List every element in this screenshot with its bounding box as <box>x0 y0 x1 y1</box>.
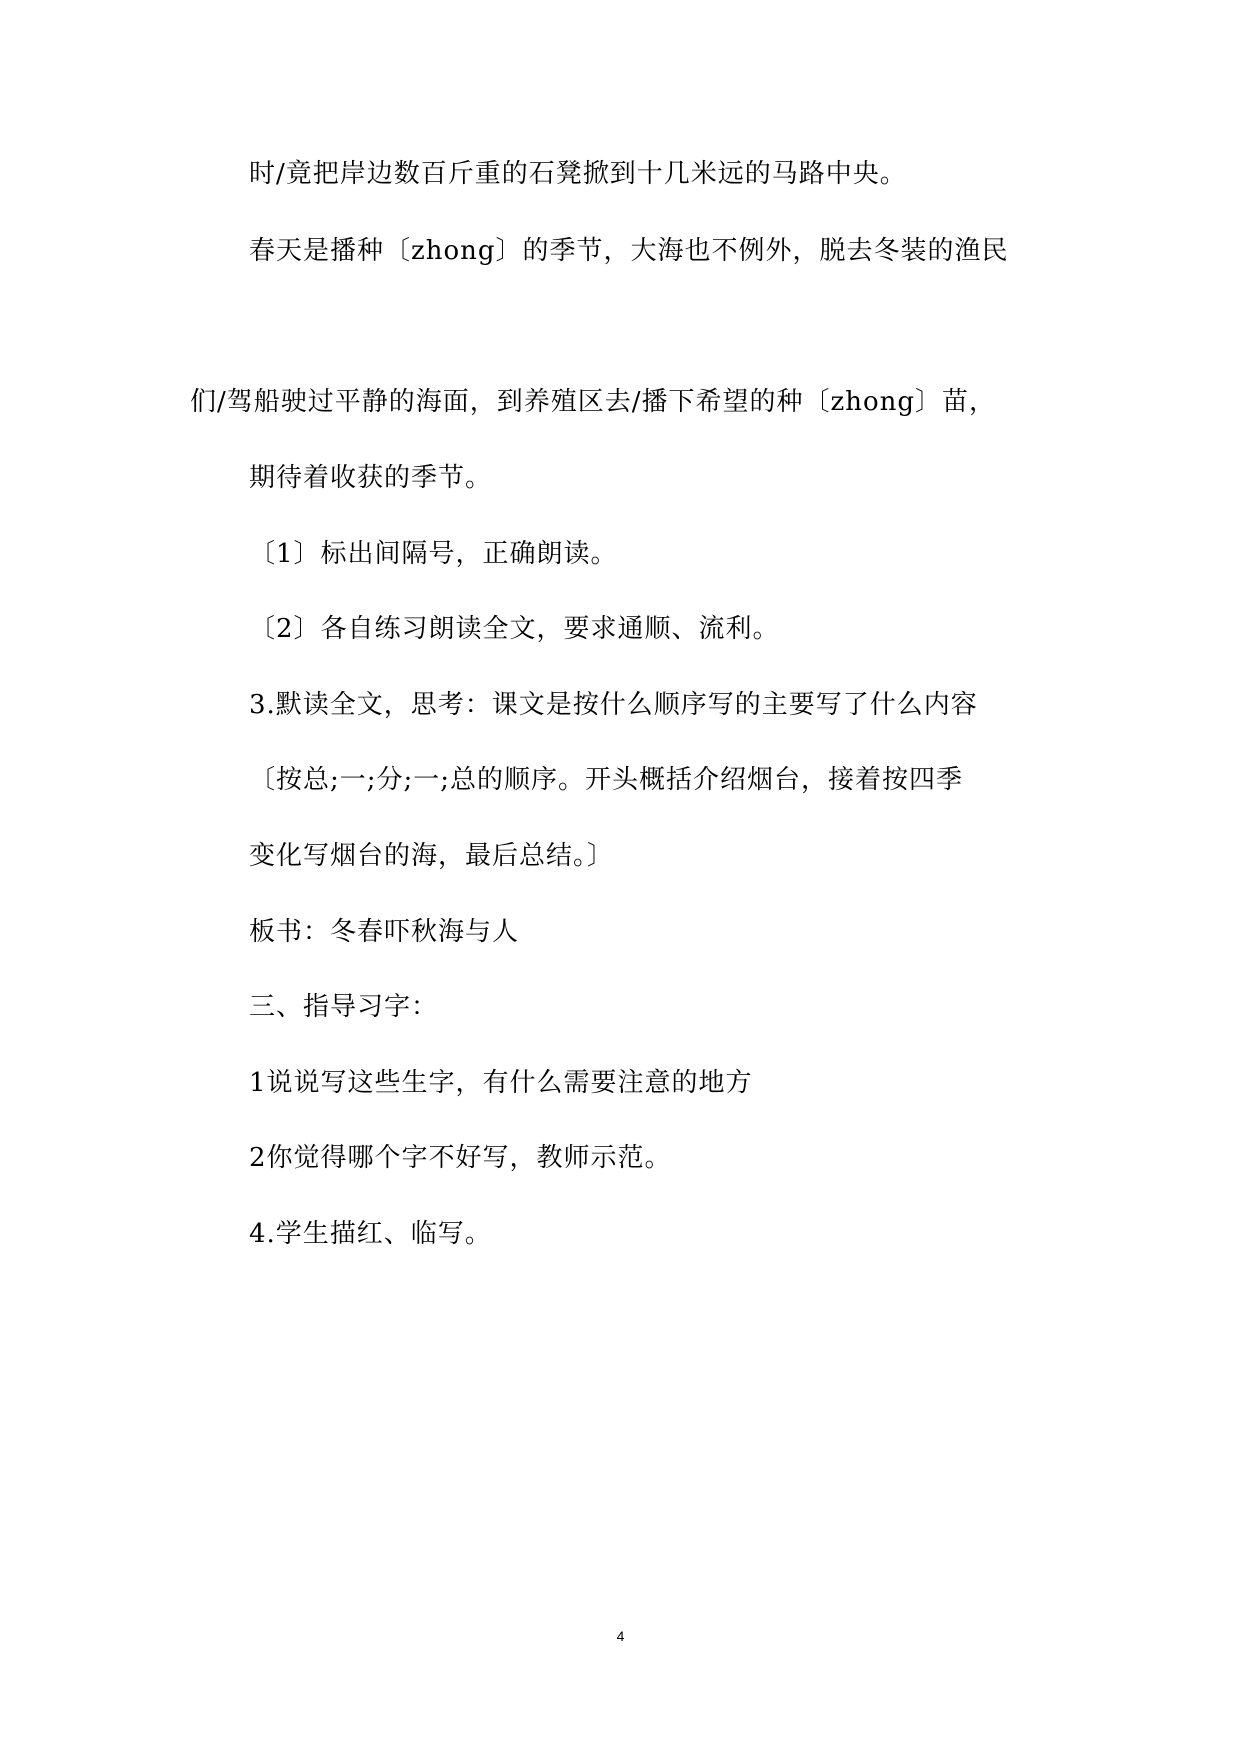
body-text-line: 变化写烟台的海，最后总结。〕 <box>249 841 615 871</box>
body-text-line: 〔按总;一;分;一;总的顺序。开头概括介绍烟台，接着按四季 <box>249 765 964 795</box>
blackboard-note: 板书：冬春吓秋海与人 <box>249 917 520 947</box>
list-item-text: 2你觉得哪个字不好写，教师示范。 <box>249 1143 672 1173</box>
list-item-text: 1说说写这些生字，有什么需要注意的地方 <box>249 1068 753 1098</box>
body-text-line: 期待着收获的季节。 <box>249 463 493 493</box>
list-item-text: 4.学生描红、临写。 <box>249 1219 492 1249</box>
list-item-text: 〔1〕标出间隔号，正确朗读。 <box>249 539 618 569</box>
section-heading: 三、指导习字： <box>249 992 439 1022</box>
page-number: 4 <box>616 1628 625 1644</box>
body-text-line: 们/驾船驶过平静的海面，到养殖区去/播下希望的种〔zhong〕苗， <box>190 387 997 417</box>
body-text-line: 春天是播种〔zhong〕的季节，大海也不例外，脱去冬装的渔民 <box>249 236 1009 266</box>
body-text-line: 时/竟把岸边数百斤重的石凳掀到十几米远的马路中央。 <box>249 159 907 189</box>
body-text-line: 3.默读全文，思考：课文是按什么顺序写的主要写了什么内容 <box>249 690 978 720</box>
list-item-text: 〔2〕各自练习朗读全文，要求通顺、流利。 <box>249 614 780 644</box>
